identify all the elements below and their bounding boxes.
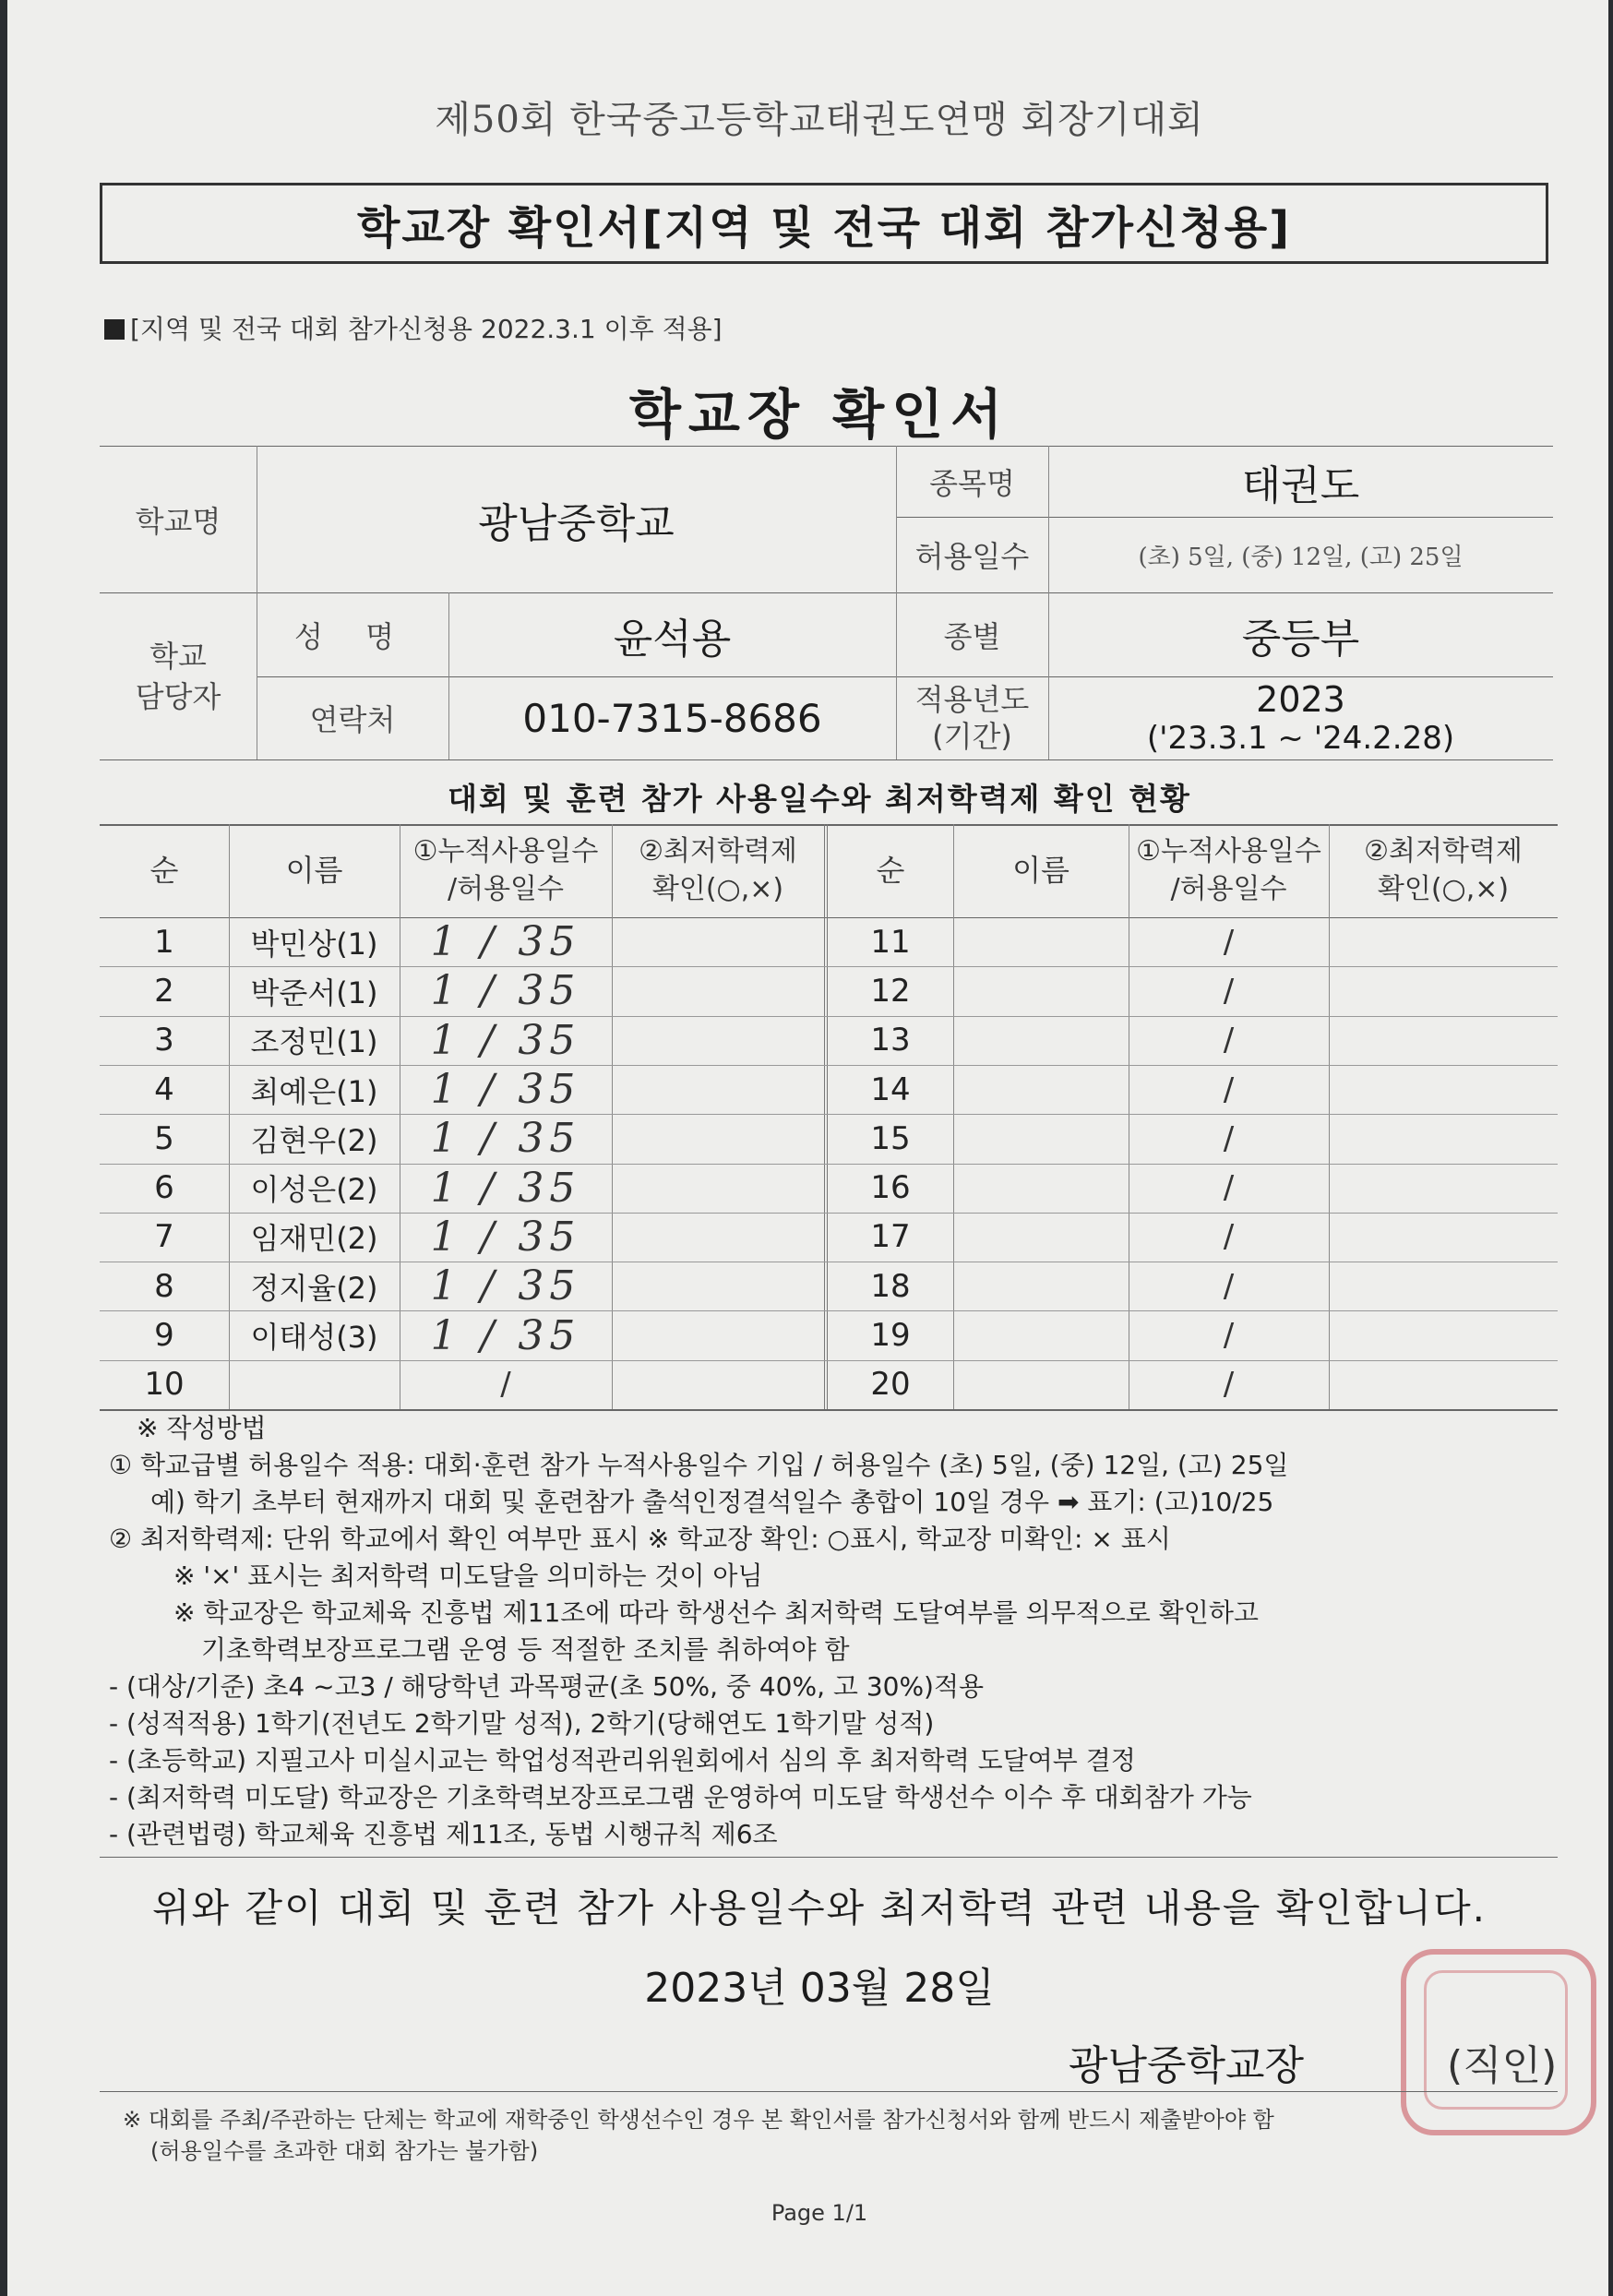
detail-3: - (초등학교) 지필고사 미실시교는 학업성적관리위원회에서 심의 후 최저학력 도달여부 결정	[109, 1745, 1136, 1776]
row-number: 20	[870, 1366, 911, 1404]
days-used: 1 / 35	[430, 1164, 581, 1212]
student-name	[953, 1114, 1129, 1163]
detail-5: - (관련법령) 학교체육 진흥법 제11조, 동법 시행규칙 제6조	[109, 1819, 778, 1849]
allowed-days-value: (초) 5일, (중) 12일, (고) 25일	[1138, 543, 1464, 571]
period-value: ('23.3.1 ~ '24.2.28)	[1146, 720, 1455, 757]
days-used: /	[1223, 1267, 1235, 1305]
contact-value: 010-7315-8686	[522, 695, 822, 741]
note-2-a: ※ '×' 표시는 최저학력 미도달을 의미하는 것이 아님	[173, 1561, 763, 1591]
header-name-right: 이름	[1012, 852, 1069, 888]
division-value: 중등부	[1241, 615, 1360, 663]
seal-label: (직인)	[1447, 2042, 1558, 2089]
academic-check	[612, 1065, 824, 1114]
days-used: /	[1223, 1022, 1235, 1059]
days-used: 1 / 35	[430, 1213, 581, 1261]
confirm-statement: 위와 같이 대회 및 훈련 참가 사용일수와 최저학력 관련 내용을 확인합니다.	[151, 1885, 1488, 1931]
header-days-right: ①누적사용일수 /허용일수	[1136, 835, 1321, 905]
header-check: ②최저학력제 확인(○,×)	[639, 835, 797, 905]
days-used: 1 / 35	[430, 918, 581, 966]
days-used: 1 / 35	[430, 1311, 581, 1359]
notes-heading: ※ 작성방법	[137, 1413, 267, 1443]
writing-notes	[109, 1410, 1567, 1853]
row-number: 11	[870, 923, 911, 961]
note-1-example: 예) 학기 초부터 현재까지 대회 및 훈련참가 출석인정결석일수 총합이 10일 경우 ➡ 표기: (고)10/25	[150, 1487, 1274, 1517]
days-used: /	[1223, 972, 1235, 1010]
note-2-c: 기초학력보장프로그램 운영 등 적절한 조치를 취하여야 함	[201, 1634, 850, 1665]
signer-name: 광남중학교장	[1069, 2042, 1305, 2089]
row-number: 5	[154, 1119, 174, 1157]
footer-line-2: (허용일수를 초과한 대회 참가는 불가함)	[150, 2138, 539, 2164]
days-used: /	[1223, 1218, 1235, 1256]
academic-check	[1329, 1065, 1558, 1114]
academic-check	[1329, 966, 1558, 1015]
academic-check	[612, 1164, 824, 1213]
event-label: 종목명	[929, 465, 1015, 501]
row-number: 12	[870, 972, 911, 1010]
days-used: 1 / 35	[430, 967, 581, 1015]
division-label: 종별	[943, 618, 1001, 654]
document-title: 학교장 확인서	[628, 383, 1010, 446]
footer-divider	[100, 2091, 1558, 2092]
apply-note-text: [지역 및 전국 대회 참가신청용 2022.3.1 이후 적용]	[130, 314, 723, 344]
student-name	[953, 966, 1129, 1015]
note-2: ② 최저학력제: 단위 학교에서 확인 여부만 표시 ※ 학교장 확인: ○표시, 학교장 미확인: × 표시	[109, 1524, 1171, 1554]
days-used: /	[1223, 1169, 1235, 1207]
academic-check	[612, 966, 824, 1015]
academic-check	[1329, 1262, 1558, 1310]
academic-check	[1329, 1360, 1558, 1409]
student-name	[953, 1310, 1129, 1359]
academic-check	[612, 917, 824, 966]
days-used: /	[1223, 1366, 1235, 1404]
academic-check	[612, 1213, 824, 1262]
student-name	[953, 1065, 1129, 1114]
days-used: 1 / 35	[430, 1262, 581, 1310]
header-no-right: 순	[876, 852, 905, 888]
allowed-days-label: 허용일수	[914, 539, 1030, 574]
student-name: 김현우(2)	[250, 1122, 378, 1158]
row-number: 2	[154, 972, 174, 1010]
student-name	[953, 1360, 1129, 1409]
row-number: 10	[144, 1366, 185, 1404]
section-title: 대회 및 훈련 참가 사용일수와 최저학력제 확인 현황	[448, 781, 1191, 817]
year-value: 2023	[1256, 679, 1345, 720]
date: 2023년 03월 28일	[644, 1965, 995, 2012]
note-2-b: ※ 학교장은 학교체육 진흥법 제11조에 따라 학생선수 최저학력 도달여부를 의무적으로 확인하고	[173, 1597, 1259, 1628]
row-number: 13	[870, 1022, 911, 1059]
days-used: 1 / 35	[430, 1066, 581, 1114]
student-name	[953, 1213, 1129, 1262]
name-label: 성 명	[294, 618, 411, 654]
academic-check	[1329, 1164, 1558, 1213]
days-used: 1 / 35	[430, 1115, 581, 1163]
event-value: 태권도	[1241, 461, 1360, 509]
footer-line-1: ※ 대회를 주최/주관하는 단체는 학교에 재학중인 학생선수인 경우 본 확인서를 참가신청서와 함께 반드시 제출받아야 함	[123, 2107, 1274, 2133]
detail-2: - (성적적용) 1학기(전년도 2학기말 성적), 2학기(당해연도 1학기말 성적)	[109, 1708, 935, 1739]
detail-1: - (대상/기준) 초4 ~고3 / 해당학년 과목평균(초 50%, 중 40%, 고 30%)적용	[109, 1671, 985, 1702]
student-name	[953, 1016, 1129, 1065]
row-number: 17	[870, 1218, 911, 1256]
row-number: 1	[154, 923, 174, 961]
row-number: 9	[154, 1317, 174, 1355]
student-name: 이태성(3)	[250, 1320, 378, 1356]
manager-label: 학교 담당자	[135, 638, 221, 714]
footer-note	[123, 2104, 1274, 2167]
header-no: 순	[149, 852, 179, 888]
days-used: /	[1223, 1119, 1235, 1157]
student-name	[953, 917, 1129, 966]
row-number: 7	[154, 1218, 174, 1256]
contact-label: 연락처	[309, 702, 396, 737]
academic-check	[1329, 917, 1558, 966]
student-name	[953, 1164, 1129, 1213]
student-name: 임재민(2)	[250, 1221, 378, 1257]
square-bullet-icon	[104, 319, 125, 340]
year-label: 적용년도 (기간)	[914, 682, 1030, 754]
row-number: 18	[870, 1267, 911, 1305]
student-name: 정지율(2)	[250, 1270, 378, 1306]
header-days: ①누적사용일수 /허용일수	[412, 835, 599, 905]
student-name: 조정민(1)	[250, 1024, 378, 1060]
row-number: 15	[870, 1119, 911, 1157]
divider	[100, 1857, 1558, 1858]
days-used: 1 / 35	[430, 1016, 581, 1064]
detail-4: - (최저학력 미도달) 학교장은 기초학력보장프로그램 운영하여 미도달 학생선수 이수 후 대회참가 가능	[109, 1782, 1252, 1812]
note-1: ① 학교급별 허용일수 적용: 대회·훈련 참가 누적사용일수 기입 / 허용일수 (초) 5일, (중) 12일, (고) 25일	[109, 1450, 1289, 1480]
year-cell	[1048, 676, 1553, 759]
row-number: 16	[870, 1169, 911, 1207]
name-value: 윤석용	[613, 615, 732, 663]
league-title: 제50회 한국중고등학교태권도연맹 회장기대회	[435, 99, 1204, 141]
academic-check	[612, 1262, 824, 1310]
academic-check	[1329, 1213, 1558, 1262]
student-name	[229, 1360, 400, 1409]
academic-check	[612, 1310, 824, 1359]
academic-check	[612, 1360, 824, 1409]
student-name: 박민상(1)	[250, 926, 378, 962]
student-name: 이성은(2)	[250, 1172, 378, 1208]
days-used: /	[1223, 1070, 1235, 1108]
school-value: 광남중학교	[478, 499, 675, 547]
school-label: 학교명	[135, 503, 221, 539]
row-number: 6	[154, 1169, 174, 1207]
document-page	[7, 0, 1608, 2296]
academic-check	[1329, 1114, 1558, 1163]
student-name: 박준서(1)	[250, 975, 378, 1010]
header-check-right: ②최저학력제 확인(○,×)	[1364, 835, 1523, 905]
header-name: 이름	[285, 852, 343, 888]
boxed-title	[100, 183, 1548, 264]
academic-check	[612, 1114, 824, 1163]
row-number: 8	[154, 1267, 174, 1305]
row-number: 3	[154, 1022, 174, 1059]
boxed-title-text: 학교장 확인서[지역 및 전국 대회 참가신청용]	[356, 201, 1292, 254]
student-name	[953, 1262, 1129, 1310]
academic-check	[1329, 1310, 1558, 1359]
student-name: 최예은(1)	[250, 1073, 378, 1109]
academic-check	[1329, 1016, 1558, 1065]
academic-check	[612, 1016, 824, 1065]
page-number: Page 1/1	[771, 2200, 868, 2226]
row-number: 14	[870, 1070, 911, 1108]
days-used: /	[500, 1366, 511, 1404]
row-number: 4	[154, 1070, 174, 1108]
days-used: /	[1223, 1317, 1235, 1355]
row-number: 19	[870, 1317, 911, 1355]
days-used: /	[1223, 923, 1235, 961]
apply-note	[104, 309, 723, 346]
